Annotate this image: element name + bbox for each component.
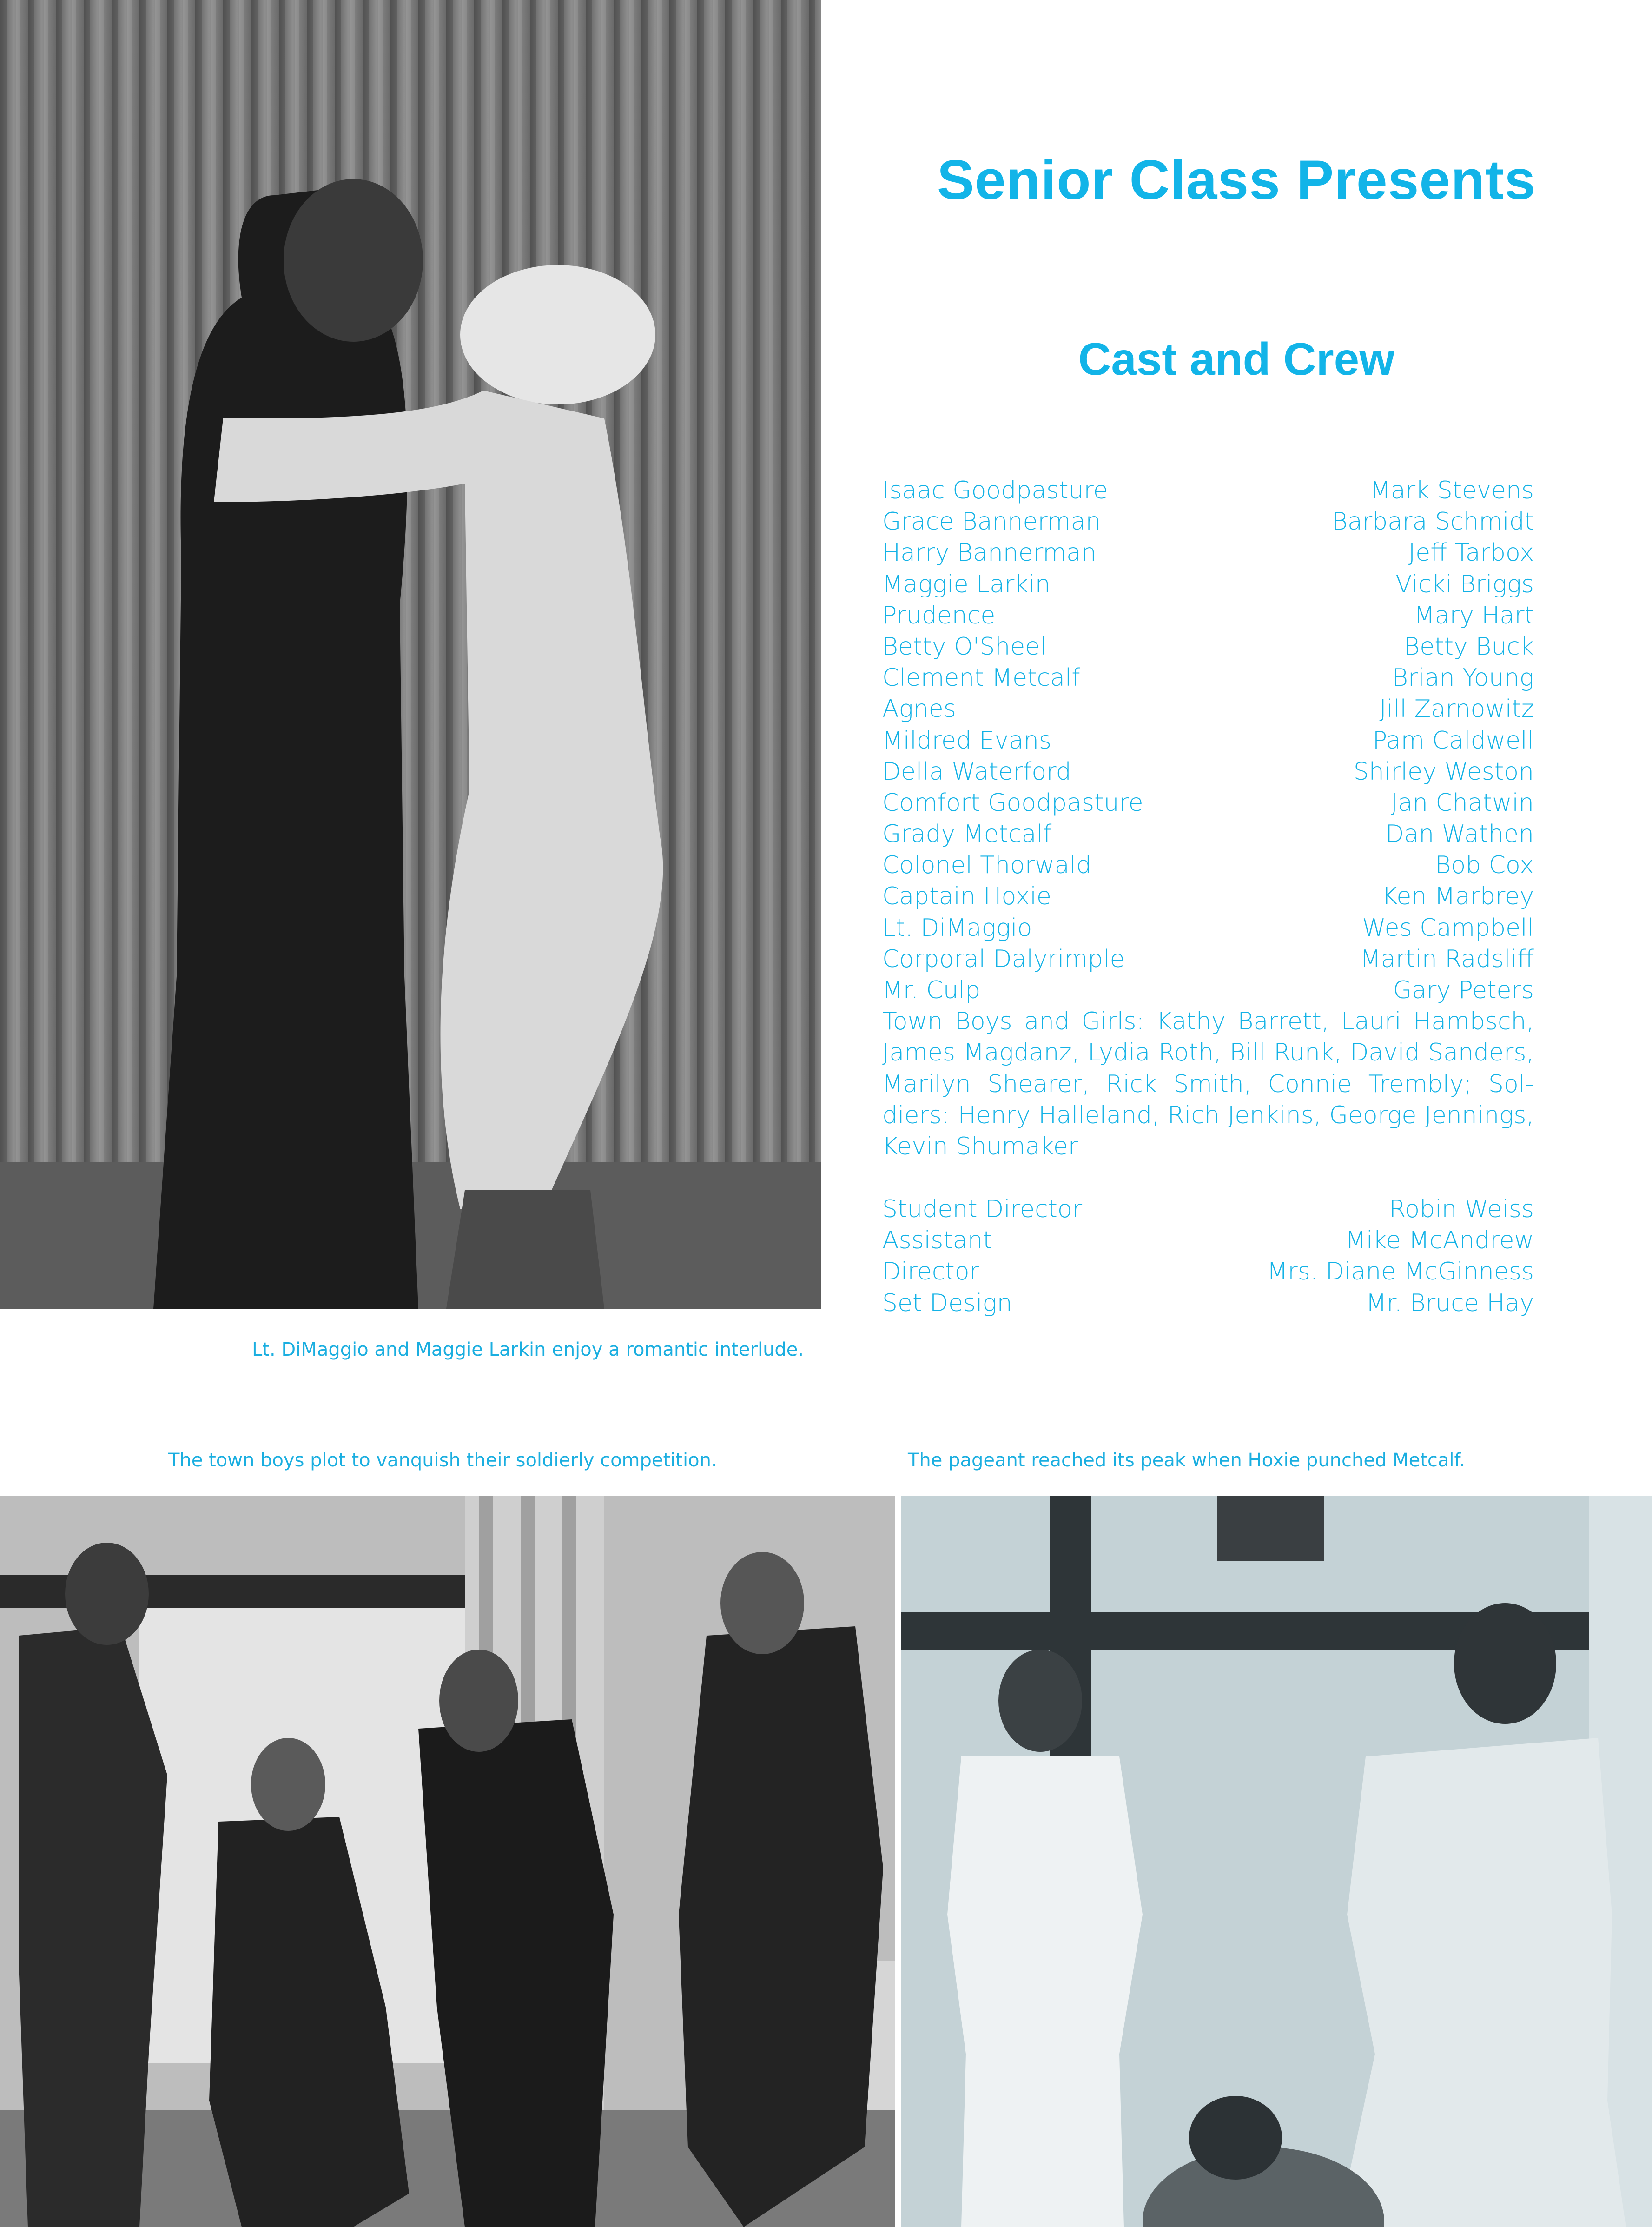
cast-row bbox=[882, 819, 1534, 850]
cast-actor: Dan Wathen bbox=[1385, 820, 1534, 848]
crew-name: Mrs. Diane McGinness bbox=[1267, 1258, 1534, 1286]
cast-row bbox=[882, 881, 1534, 912]
crew-row bbox=[882, 1194, 1534, 1225]
cast-role: Maggie Larkin bbox=[882, 570, 1051, 598]
cast-actor: Brian Young bbox=[1392, 664, 1534, 692]
cast-actor: Shirley Weston bbox=[1353, 757, 1534, 786]
cast-row bbox=[882, 850, 1534, 881]
crew-row bbox=[882, 1225, 1534, 1256]
cast-actor: Pam Caldwell bbox=[1372, 726, 1534, 755]
cast-role: Prudence bbox=[882, 601, 996, 630]
crew-name: Mr. Bruce Hay bbox=[1366, 1289, 1534, 1317]
cast-row bbox=[882, 788, 1534, 819]
crew-role: Director bbox=[882, 1258, 979, 1286]
cast-role: Lt. DiMaggio bbox=[882, 914, 1032, 942]
cast-row bbox=[882, 913, 1534, 944]
cast-role: Harry Bannerman bbox=[882, 539, 1097, 567]
cast-row bbox=[882, 506, 1534, 537]
cast-actor: Jill Zarnowitz bbox=[1379, 695, 1534, 723]
cast-role: Colonel Thorwald bbox=[882, 851, 1092, 880]
cast-actor: Gary Peters bbox=[1393, 976, 1534, 1004]
caption-romantic-interlude: Lt. DiMaggio and Maggie Larkin enjoy a romantic interlude. bbox=[252, 1339, 804, 1360]
cast-row bbox=[882, 725, 1534, 756]
cast-role: Della Waterford bbox=[882, 757, 1071, 786]
cast-row bbox=[882, 475, 1534, 506]
caption-town-boys: The town boys plot to vanquish their soldierly competition. bbox=[168, 1450, 717, 1471]
cast-row bbox=[882, 663, 1534, 694]
cast-role: Betty O'Sheel bbox=[882, 632, 1047, 661]
cast-actor: Martin Radsliff bbox=[1360, 945, 1534, 973]
cast-role: Grady Metcalf bbox=[882, 820, 1052, 848]
crew-role: Assistant bbox=[882, 1226, 992, 1255]
crew-list bbox=[882, 1194, 1534, 1319]
cast-role: Comfort Goodpasture bbox=[882, 789, 1143, 817]
cast-role: Agnes bbox=[882, 695, 956, 723]
cast-actor: Mark Stevens bbox=[1370, 477, 1534, 504]
cast-actor: Ken Marbrey bbox=[1381, 882, 1534, 911]
cast-role: Mr. Culp bbox=[882, 976, 981, 1004]
cast-row bbox=[882, 631, 1534, 663]
caption-hoxie-punch: The pageant reached its peak when Hoxie punched Metcalf. bbox=[908, 1450, 1466, 1471]
cast-list bbox=[882, 475, 1534, 1162]
cast-role: Captain Hoxie bbox=[882, 882, 1051, 911]
crew-row bbox=[882, 1288, 1534, 1319]
photo-town-boys bbox=[0, 1496, 895, 2227]
crew-name: Robin Weiss bbox=[1389, 1195, 1534, 1223]
crew-role: Student Director bbox=[882, 1195, 1083, 1223]
cast-row bbox=[882, 600, 1534, 631]
cast-actor: Betty Buck bbox=[1404, 632, 1534, 661]
cast-row bbox=[882, 537, 1534, 569]
cast-role: Corporal Dalyrimple bbox=[882, 945, 1125, 973]
cast-row bbox=[882, 756, 1534, 788]
crew-role: Set Design bbox=[882, 1289, 1012, 1317]
cast-row bbox=[882, 944, 1534, 975]
cast-role: Mildred Evans bbox=[882, 726, 1052, 755]
crew-row bbox=[882, 1256, 1534, 1287]
cast-role: Isaac Goodpasture bbox=[882, 477, 1108, 504]
photo-romantic-interlude bbox=[0, 0, 821, 1309]
cast-actor: Wes Campbell bbox=[1362, 914, 1534, 942]
cast-actor: Vicki Briggs bbox=[1395, 570, 1534, 598]
cast-actor: Mary Hart bbox=[1414, 601, 1534, 630]
page-title: Senior Class Presents bbox=[937, 149, 1536, 211]
photo-hoxie-punch bbox=[901, 1496, 1652, 2227]
cast-actor: Barbara Schmidt bbox=[1332, 508, 1534, 536]
cast-actor: Bob Cox bbox=[1435, 851, 1534, 880]
cast-actor: Jeff Tarbox bbox=[1408, 539, 1534, 567]
crew-name: Mike McAndrew bbox=[1345, 1226, 1534, 1255]
cast-actor: Jan Chatwin bbox=[1390, 789, 1534, 817]
section-subtitle: Cast and Crew bbox=[1078, 333, 1395, 384]
cast-row bbox=[882, 694, 1534, 725]
cast-role: Clement Metcalf bbox=[882, 664, 1080, 692]
cast-row bbox=[882, 975, 1534, 1006]
ensemble-paragraph: Town Boys and Girls: Kathy Barrett, Lauri Hambsch, James Magdanz, Lydia Roth, Bill Runk, David Sanders, Marilyn Shearer, Rick Smith, Connie Trembly; Soldiers: Henry Halleland, Rich Jenkins, George Jennings, Kevin Shumaker bbox=[882, 1007, 1534, 1160]
cast-row bbox=[882, 569, 1534, 600]
cast-role: Grace Bannerman bbox=[882, 508, 1101, 536]
